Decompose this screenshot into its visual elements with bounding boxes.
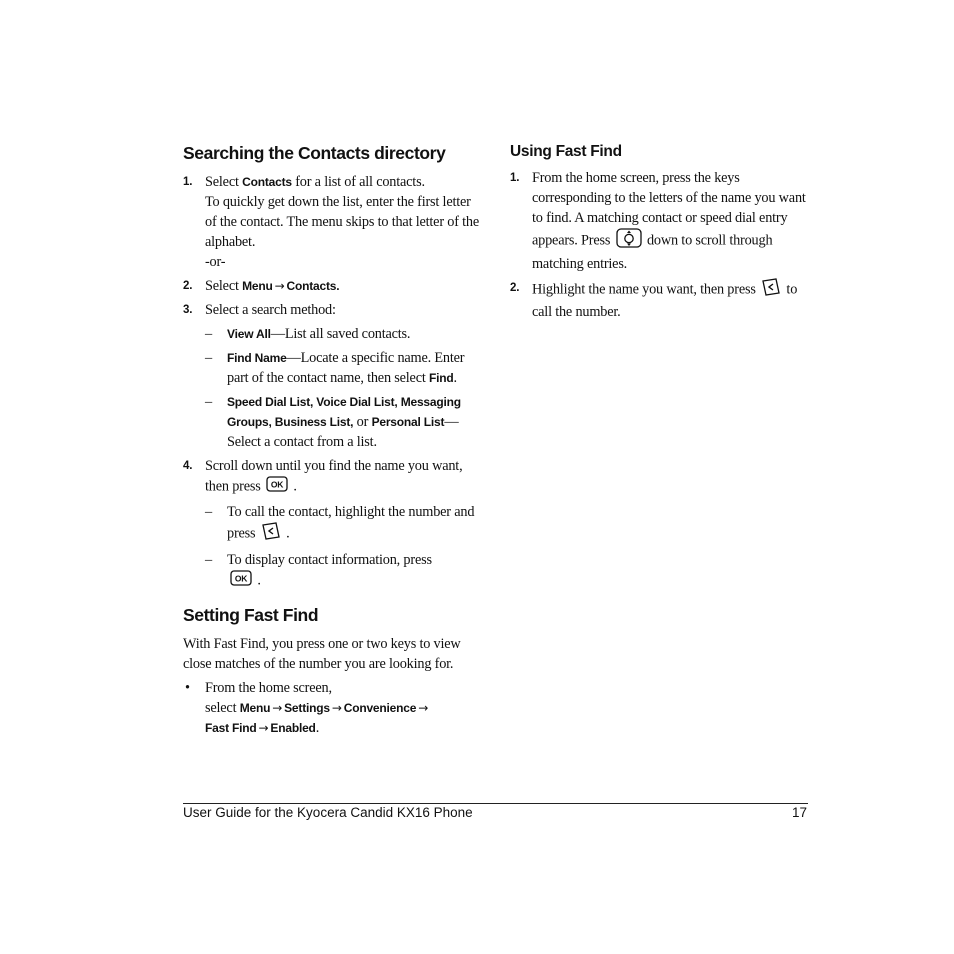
or-separator: -or- bbox=[205, 254, 226, 270]
settings-term: Settings bbox=[284, 701, 330, 715]
bullet-text: From the home screen, bbox=[205, 680, 332, 696]
arrow-icon: → bbox=[258, 721, 269, 735]
personal-list-term: Personal List bbox=[371, 415, 445, 429]
bullet: • bbox=[185, 680, 190, 696]
method-text-end: . bbox=[453, 370, 457, 386]
method-find-name bbox=[183, 348, 483, 388]
arrow-icon: → bbox=[272, 701, 283, 715]
section-heading-searching: Searching the Contacts directory bbox=[183, 143, 446, 163]
fast-find-term: Fast Find bbox=[205, 721, 257, 735]
step-text: From the home screen, press the keys corresponding to the letters of the name you want to find. A matching contact or speed dial entry appears. Press bbox=[532, 170, 806, 249]
step-number: 4. bbox=[183, 460, 193, 472]
lists-term: Speed Dial List, Voice Dial List, Messaging Groups, Business List, bbox=[227, 395, 461, 429]
tip-text-end: . bbox=[282, 525, 290, 542]
step-text: to call the number. bbox=[532, 281, 798, 320]
step-text: Select bbox=[205, 278, 243, 294]
bullet-text: select bbox=[205, 700, 240, 716]
convenience-term: Convenience bbox=[343, 701, 417, 715]
arrow-icon: → bbox=[274, 279, 285, 293]
step-2 bbox=[510, 278, 810, 322]
dash: – bbox=[205, 504, 212, 520]
bullet-item bbox=[183, 678, 483, 738]
step-number: 2. bbox=[183, 280, 193, 292]
step-number: 2. bbox=[510, 282, 520, 294]
tip-text: To display contact information, press bbox=[227, 552, 432, 568]
step-text: Select bbox=[205, 174, 243, 190]
step-2 bbox=[183, 276, 483, 296]
enabled-term: Enabled bbox=[270, 721, 316, 735]
dash: – bbox=[205, 552, 212, 568]
send-key-icon bbox=[261, 522, 281, 546]
tip-text: To call the contact, highlight the number and press bbox=[227, 504, 475, 542]
navigation-key-icon bbox=[616, 228, 642, 254]
step-text: Select a search method: bbox=[205, 302, 336, 318]
dash: – bbox=[205, 394, 212, 410]
left-column bbox=[183, 142, 483, 738]
method-text: —List all saved contacts. bbox=[270, 326, 411, 342]
ok-key-icon bbox=[266, 476, 288, 498]
svg-text:OK: OK bbox=[234, 573, 248, 584]
section-heading-using-fast-find: Using Fast Find bbox=[510, 143, 622, 160]
step-1 bbox=[183, 172, 483, 272]
step-text-end: . bbox=[289, 478, 297, 495]
find-term: Find bbox=[429, 371, 454, 385]
display-info-tip bbox=[183, 550, 483, 592]
bullet-text-end: . bbox=[315, 720, 320, 736]
right-column bbox=[510, 142, 810, 326]
svg-text:OK: OK bbox=[270, 479, 284, 490]
step-text: Highlight the name you want, then press bbox=[532, 281, 760, 298]
menu-term: Menu bbox=[239, 701, 271, 715]
step-detail: To quickly get down the list, enter the first letter of the contact. The menu skips to that letter of the alphabet. bbox=[205, 194, 480, 250]
call-contact-tip bbox=[183, 502, 483, 546]
footer-rule bbox=[183, 803, 808, 804]
step-text: Scroll down until you find the name you want, then press bbox=[205, 458, 463, 495]
or-text: or bbox=[353, 414, 372, 430]
step-1 bbox=[510, 168, 810, 274]
contacts-term: Contacts bbox=[242, 175, 292, 189]
step-number: 1. bbox=[510, 172, 520, 184]
footer-title: User Guide for the Kyocera Candid KX16 Phone bbox=[183, 805, 473, 820]
view-all-term: View All bbox=[227, 327, 271, 341]
find-name-term: Find Name bbox=[227, 351, 287, 365]
ok-key-icon bbox=[230, 570, 252, 592]
method-text: —Locate a specific name. Enter part of the contact name, then select bbox=[227, 350, 465, 386]
menu-term: Menu bbox=[242, 279, 273, 293]
send-key-icon bbox=[761, 278, 781, 302]
step-4 bbox=[183, 456, 483, 498]
step-number: 1. bbox=[183, 176, 193, 188]
intro-paragraph: With Fast Find, you press one or two keys to view close matches of the number you are looking for. bbox=[183, 636, 461, 672]
tip-text-end: . bbox=[254, 572, 261, 589]
step-text: down to scroll through matching entries. bbox=[532, 232, 773, 272]
arrow-icon: → bbox=[418, 701, 429, 715]
contacts-term: Contacts. bbox=[286, 279, 340, 293]
dash: – bbox=[205, 350, 212, 366]
section-heading-setting-fast-find: Setting Fast Find bbox=[183, 605, 319, 625]
page-number: 17 bbox=[791, 805, 807, 820]
step-number: 3. bbox=[183, 304, 193, 316]
arrow-icon: → bbox=[331, 701, 342, 715]
method-lists bbox=[183, 392, 483, 452]
step-text: for a list of all contacts. bbox=[291, 174, 425, 190]
step-3 bbox=[183, 300, 483, 320]
method-view-all bbox=[183, 324, 483, 344]
method-text: —Select a contact from a list. bbox=[227, 414, 459, 450]
dash: – bbox=[205, 326, 212, 342]
